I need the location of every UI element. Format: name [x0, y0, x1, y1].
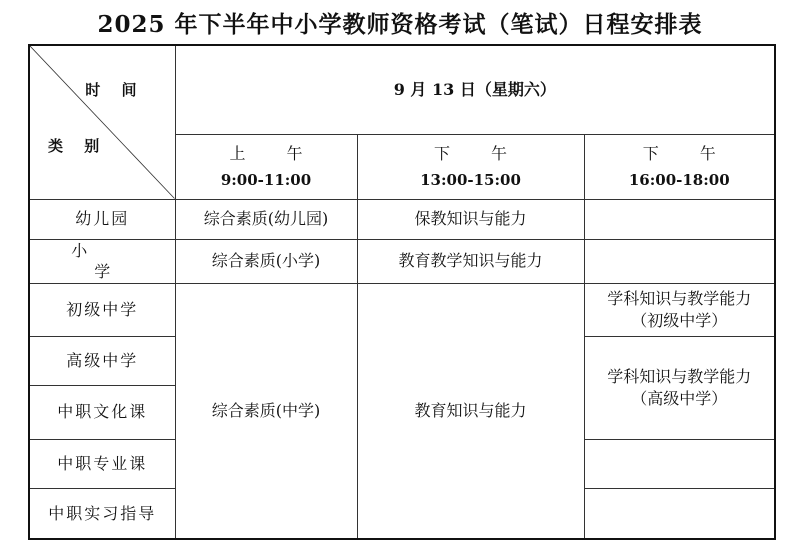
- secondary-slot2: 教育知识与能力: [357, 283, 584, 539]
- primary-slot1: 综合素质(小学): [175, 239, 357, 283]
- category-primary: 小 学: [71, 240, 157, 282]
- table-row-primary: [29, 239, 775, 283]
- slot-header-2: [357, 134, 584, 199]
- category-voc-practice: 中职实习指导: [29, 488, 175, 539]
- voc-major-slot3: [584, 439, 775, 488]
- junior-slot3: [584, 283, 775, 336]
- table-row-junior: [29, 283, 775, 336]
- slot-2-time: 13:00-15:00: [420, 171, 521, 190]
- senior-slot3: [584, 336, 775, 439]
- senior-subject-line1: 学科知识与教学能力: [607, 367, 752, 387]
- kindergarten-slot2: 保教知识与能力: [357, 199, 584, 239]
- kindergarten-slot1: 综合素质(幼儿园): [175, 199, 357, 239]
- corner-header-cell: [29, 45, 175, 199]
- diagonal-divider: [30, 46, 175, 199]
- slot-3-time: 16:00-18:00: [628, 171, 730, 190]
- category-header-label: 类 别: [48, 137, 108, 155]
- kindergarten-slot3: [584, 199, 775, 239]
- slot-2-label: 下 午: [433, 143, 526, 163]
- time-header-label: 时 间: [85, 81, 145, 99]
- slot-3-label: 下 午: [642, 143, 734, 163]
- schedule-table: [28, 44, 776, 540]
- exam-date-cell: 9 月 13 日（星期六）: [175, 45, 775, 134]
- table-row-kindergarten: [29, 199, 775, 239]
- junior-subject-line2: （初级中学）: [631, 310, 728, 330]
- category-voc-major: 中职专业课: [29, 439, 175, 488]
- page-title: 2025 年下半年中小学教师资格考试（笔试）日程安排表: [97, 11, 703, 38]
- category-primary-cell: [29, 239, 175, 283]
- slot-header-3: [584, 134, 775, 199]
- primary-slot2: 教育教学知识与能力: [357, 239, 584, 283]
- secondary-slot1: 综合素质(中学): [175, 283, 357, 539]
- senior-subject-line2: （高级中学）: [631, 388, 728, 408]
- category-junior: 初级中学: [29, 283, 175, 336]
- junior-subject-line1: 学科知识与教学能力: [607, 289, 752, 309]
- slot-1-label: 上 午: [229, 143, 321, 163]
- category-senior: 高级中学: [29, 336, 175, 385]
- header-row-date: [29, 45, 775, 134]
- category-voc-culture: 中职文化课: [29, 385, 175, 439]
- slot-1-time: 9:00-11:00: [220, 171, 312, 190]
- category-kindergarten: 幼儿园: [29, 199, 175, 239]
- voc-practice-slot3: [584, 488, 775, 539]
- primary-slot3: [584, 239, 775, 283]
- slot-header-1: [175, 134, 357, 199]
